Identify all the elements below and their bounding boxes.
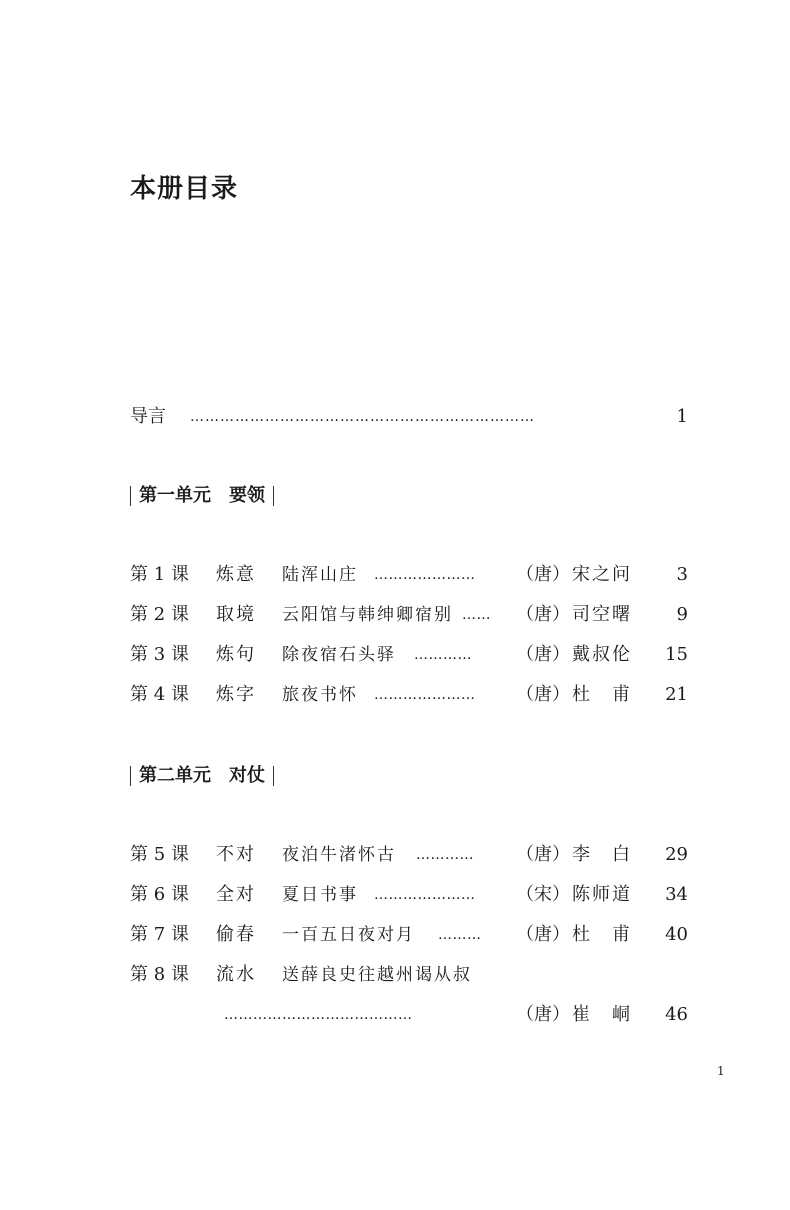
- leader-dots: …………: [414, 647, 472, 663]
- unit-topic: 要领: [229, 485, 265, 506]
- author: 崔 峒: [572, 1004, 632, 1025]
- page-number: 1: [676, 406, 688, 427]
- lesson-number: 第 1 课: [130, 564, 189, 585]
- toc-entry-lesson-6[interactable]: [130, 880, 690, 910]
- divider: [273, 766, 274, 786]
- page-number: 21: [665, 684, 688, 705]
- author: 司空曙: [572, 604, 632, 625]
- poem-title: 一百五日夜对月: [282, 925, 415, 945]
- author: 杜 甫: [572, 684, 632, 705]
- page-number: 34: [665, 884, 688, 905]
- leader-dots: …………………………………: [224, 1007, 413, 1023]
- dynasty: （唐）: [516, 684, 570, 705]
- lesson-topic: 炼意: [216, 564, 256, 585]
- page-number: 9: [676, 604, 688, 625]
- author: 戴叔伦: [572, 644, 632, 665]
- lesson-number: 第 4 课: [130, 684, 189, 705]
- page-title: 本册目录: [130, 174, 239, 204]
- toc-entry-lesson-8[interactable]: [130, 960, 690, 990]
- lesson-number: 第 7 课: [130, 924, 189, 945]
- poem-title: 夜泊牛渚怀古: [282, 845, 396, 865]
- dynasty: （唐）: [516, 564, 570, 585]
- divider: [130, 486, 131, 506]
- leader-dots: ……………………………………………………………: [190, 409, 535, 425]
- toc-entry-lesson-2[interactable]: [130, 600, 690, 630]
- poem-title: 除夜宿石头驿: [282, 645, 396, 665]
- toc-entry-lesson-8-continued[interactable]: [130, 1000, 690, 1030]
- lesson-topic: 炼句: [216, 644, 256, 665]
- poem-title: 云阳馆与韩绅卿宿别: [282, 605, 453, 625]
- lesson-topic: 不对: [216, 844, 256, 865]
- lesson-topic: 全对: [216, 884, 256, 905]
- toc-entry-lesson-1[interactable]: [130, 560, 690, 590]
- toc-entry-lesson-5[interactable]: [130, 840, 690, 870]
- dynasty: （唐）: [516, 844, 570, 865]
- page-number: 40: [665, 924, 688, 945]
- leader-dots: …………: [416, 847, 474, 863]
- author: 宋之问: [572, 564, 632, 585]
- divider: [273, 486, 274, 506]
- leader-dots: …………………: [374, 887, 476, 903]
- lesson-number: 第 2 课: [130, 604, 189, 625]
- lesson-number: 第 5 课: [130, 844, 189, 865]
- unit-heading-1: [130, 482, 282, 510]
- lesson-topic: 流水: [216, 964, 256, 985]
- toc-entry-lesson-3[interactable]: [130, 640, 690, 670]
- toc-entry-intro[interactable]: [130, 403, 690, 431]
- page-number: 46: [665, 1004, 688, 1025]
- lesson-number: 第 8 课: [130, 964, 189, 985]
- poem-title: 旅夜书怀: [282, 685, 358, 705]
- author: 杜 甫: [572, 924, 632, 945]
- toc-entry-lesson-7[interactable]: [130, 920, 690, 950]
- page-number: 29: [665, 844, 688, 865]
- dynasty: （宋）: [516, 884, 570, 905]
- lesson-topic: 炼字: [216, 684, 256, 705]
- leader-dots: ……: [462, 607, 491, 623]
- unit-topic: 对仗: [229, 765, 265, 786]
- dynasty: （唐）: [516, 644, 570, 665]
- dynasty: （唐）: [516, 924, 570, 945]
- folio-page-number: 1: [717, 1064, 725, 1078]
- divider: [130, 766, 131, 786]
- unit-label: 第二单元: [139, 765, 211, 786]
- poem-title: 陆浑山庄: [282, 565, 358, 585]
- unit-heading-2: [130, 762, 282, 790]
- poem-title: 夏日书事: [282, 885, 358, 905]
- dynasty: （唐）: [516, 1004, 570, 1025]
- page-number: 3: [676, 564, 688, 585]
- lesson-number: 第 6 课: [130, 884, 189, 905]
- poem-title: 送薛良史往越州谒从叔: [282, 965, 472, 985]
- page-number: 15: [665, 644, 688, 665]
- intro-label: 导言: [130, 406, 166, 427]
- leader-dots: ………: [438, 927, 482, 943]
- leader-dots: …………………: [374, 567, 476, 583]
- lesson-topic: 取境: [216, 604, 256, 625]
- lesson-number: 第 3 课: [130, 644, 189, 665]
- unit-label: 第一单元: [139, 485, 211, 506]
- leader-dots: …………………: [374, 687, 476, 703]
- lesson-topic: 偷春: [216, 924, 256, 945]
- toc-entry-lesson-4[interactable]: [130, 680, 690, 710]
- author: 陈师道: [572, 884, 632, 905]
- dynasty: （唐）: [516, 604, 570, 625]
- author: 李 白: [572, 844, 632, 865]
